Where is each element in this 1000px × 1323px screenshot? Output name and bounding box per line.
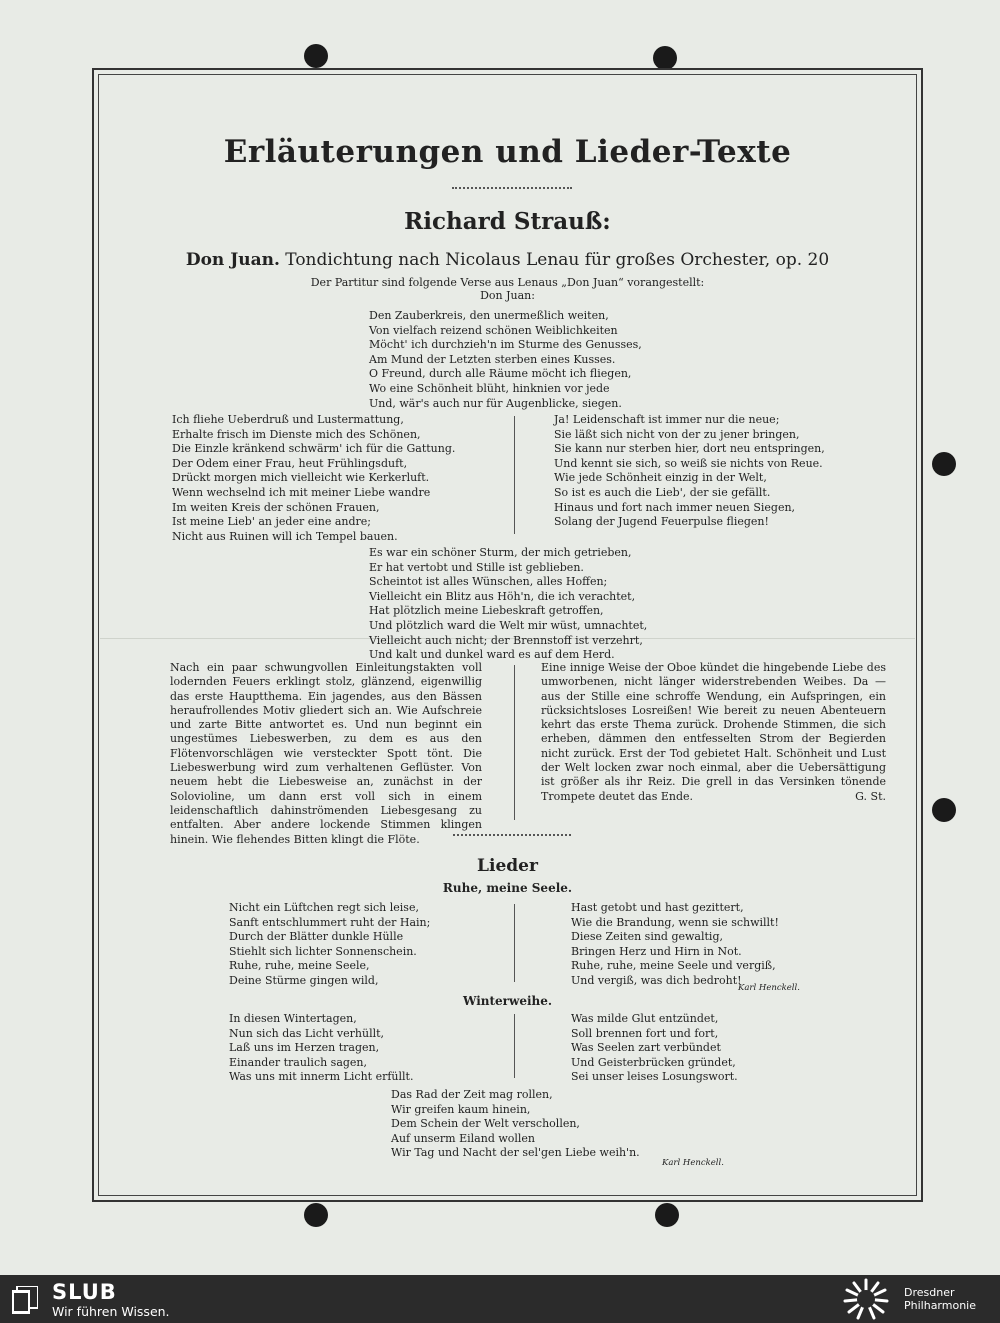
philharmonie-name xyxy=(904,1286,976,1312)
work-name: Don Juan. xyxy=(185,250,280,270)
punch-hole xyxy=(932,452,956,476)
punch-hole xyxy=(653,46,677,70)
song-1-title: Ruhe, meine Seele. xyxy=(442,881,573,895)
verse-block-2-right: Ja! Leidenschaft ist immer nur die neue; Sie läßt sich nicht von der zu jener bringen, Sie kann nur sterben hier, dort neu entspringen, Und kennt sie sich, so weiß sie nichts von Reue. Wie jede Schönheit einzig in der Welt, So ist es auch die Lieb', der sie gefällt. Hinaus und fort nach immer neuen Siegen, Solang der Jugend Feuerpulse fliegen! xyxy=(554,413,825,529)
verse-block-2-left: Ich fliehe Ueberdruß und Lustermattung, Erhalte frisch im Dienste mich des Schönen, Die Einzle kränkend schwärm' ich für die Gattung. Der Odem einer Frau, heut Frühlingsduft, Drückt morgen mich vielleicht wie Kerkerluft. Wenn wechselnd ich mit meiner Liebe wandre Im weiten Kreis der schönen Frauen, Ist meine Lieb' an jeder eine andre; Nicht aus Ruinen will ich Tempel bauen. xyxy=(172,413,456,543)
lieder-heading: Lieder xyxy=(477,856,538,876)
punch-hole xyxy=(304,1203,328,1227)
punch-hole xyxy=(304,44,328,68)
analysis-right-text: Eine innige Weise der Oboe kündet die hingebende Liebe des umworbenen, nicht länger widerstrebenden Weibes. Da — aus der Stille eine schroffe Wendung, ein Aufspringen, ein rücksichtsloses Losreißen! Wie bereit zu neuen Abenteuern kehrt das erste Thema zurück. Drohende Stimmen, die sich erheben, dämmen den entfesselten Strom der Begierden nicht zurück. Erst der Tod gebietet Halt. Schönheit und Lust der Welt locken zwar noch einmal, aber die Uebersättigung ist größer als ihr Reiz. Die grell in das Versinken tönende Trompete deutet das Ende. xyxy=(541,661,886,803)
song-2-right: Was milde Glut entzündet, Soll brennen fort und fort, Was Seelen zart verbündet Und Geisterbrücken gründet, Sei unser leises Losungswort. xyxy=(571,1012,738,1084)
verse-block-3: Es war ein schöner Sturm, der mich getrieben, Er hat vertobt und Stille ist geblieben. Scheintot ist alles Wünschen, alles Hoffen; Vielleicht ein Blitz aus Höh'n, die ich verachtet, Hat plötzlich meine Liebeskraft getroffen, Und plötzlich ward die Welt mir wüst, umnachtet, Vielleicht auch nicht; der Brennstoff ist verzehrt, Und kalt und dunkel ward es auf dem Herd. xyxy=(369,546,648,662)
divider xyxy=(452,187,572,189)
philharmonie-line-1: Dresdner xyxy=(904,1286,955,1299)
work-heading xyxy=(100,250,915,270)
column-divider xyxy=(514,665,515,820)
song-2-title: Winterweihe. xyxy=(462,994,553,1008)
column-divider xyxy=(514,416,515,534)
page-title: Erläuterungen und Lieder-Texte xyxy=(223,134,792,170)
preface-text: Der Partitur sind folgende Verse aus Lenaus „Don Juan“ vorangestellt: xyxy=(310,276,705,289)
punch-hole xyxy=(932,798,956,822)
song-1-left: Nicht ein Lüftchen regt sich leise, Sanft entschlummert ruht der Hain; Durch der Blätter dunkle Hülle Stiehlt sich lichter Sonnenschein. Ruhe, ruhe, meine Seele, Deine Stürme gingen wild, xyxy=(229,901,431,987)
song-2-author: Karl Henckell. xyxy=(662,1158,724,1168)
slub-logo-icon xyxy=(12,1286,38,1314)
analysis-left: Nach ein paar schwungvollen Einleitungstakten voll lodernden Feuers erklingt stolz, glänzend, eigenwillig das erste Hauptthema. Ein jagendes, aus den Bässen heraufrollendes Motiv gliedert sich an. Wie Aufschreie und zarte Bitte antwortet es. Und nun beginnt ein ungestümes Liebeswerben, zu dem es aus den Flötenvorschlägen wie versteckter Spott tönt. Die Liebeswerbung wird zum verhaltenen Geflüster. Von neuem hebt die Liebesweise an, zunächst in der Solovioline, um dann erst voll sich in einem leidenschaftlich dahinströmenden Liebesgesang zu entfalten. Aber andere lockende Stimmen klingen hinein. Wie flehendes Bitten klingt die Flöte. xyxy=(170,661,482,846)
philharmonie-line-2: Philharmonie xyxy=(904,1299,976,1312)
song-2-left: In diesen Wintertagen, Nun sich das Licht verhüllt, Laß uns im Herzen tragen, Einander traulich sagen, Was uns mit innerm Licht erfüllt. xyxy=(229,1012,414,1084)
speaker-label: Don Juan: xyxy=(480,289,535,302)
song-1-right: Hast getobt und hast gezittert, Wie die Brandung, wenn sie schwillt! Diese Zeiten sind gewaltig, Bringen Herz und Hirn in Not. Ruhe, ruhe, meine Seele und vergiß, Und vergiß, was dich bedroht! xyxy=(571,901,779,987)
verse-block-1: Den Zauberkreis, den unermeßlich weiten, Von vielfach reizend schönen Weiblichkeiten Möcht' ich durchzieh'n im Sturme des Genusses, Am Mund der Letzten sterben eines Kusses. O Freund, durch alle Räume möcht ich fliegen, Wo eine Schönheit blüht, hinknien vor jede Und, wär's auch nur für Augenblicke, siegen. xyxy=(369,309,642,410)
column-divider xyxy=(514,904,515,982)
song-1-author: Karl Henckell. xyxy=(738,983,800,993)
slub-tagline: Wir führen Wissen. xyxy=(52,1304,170,1319)
philharmonie-logo-icon xyxy=(840,1277,892,1321)
column-divider xyxy=(514,1014,515,1078)
work-description: Tondichtung nach Nicolaus Lenau für großes Orchester, op. 20 xyxy=(285,250,830,270)
divider xyxy=(453,834,571,836)
slub-name: SLUB xyxy=(52,1280,117,1304)
viewer-footer xyxy=(0,1275,1000,1323)
analysis-signature: G. St. xyxy=(855,789,886,803)
song-2-final-stanza: Das Rad der Zeit mag rollen, Wir greifen kaum hinein, Dem Schein der Welt verschollen, Auf unserm Eiland wollen Wir Tag und Nacht der sel'gen Liebe weih'n. xyxy=(391,1088,640,1160)
analysis-right xyxy=(541,661,886,804)
preface xyxy=(100,276,915,302)
composer-heading: Richard Strauß: xyxy=(404,208,611,235)
punch-hole xyxy=(655,1203,679,1227)
